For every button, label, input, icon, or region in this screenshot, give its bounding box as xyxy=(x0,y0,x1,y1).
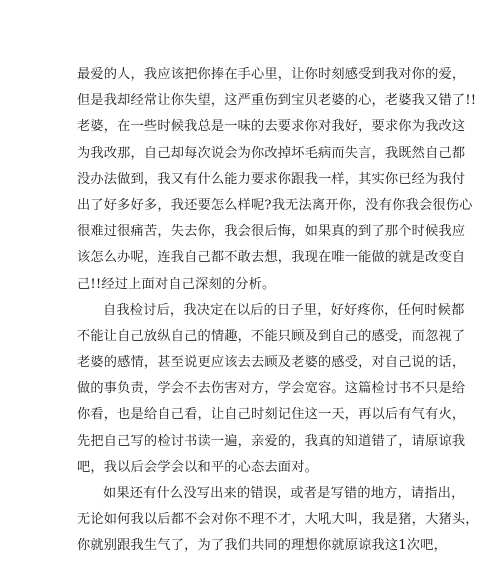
text-line: 老婆的感情，甚至说更应该去去顾及老婆的感受，对自己说的话， xyxy=(77,355,466,371)
text-line: 己!!经过上面对自己深刻的分析。 xyxy=(77,276,276,292)
text-line: 无论如何我以后都不会对你不理不才，大吼大叫，我是猪，大猪头， xyxy=(77,512,479,528)
document-body xyxy=(77,62,479,560)
paragraph-first-line: 自我检讨后，我决定在以后的日子里，好好疼你，任何时候都 xyxy=(103,302,465,318)
text-line: 为我改那，自己却每次说会为你改掉坏毛病而失言，我既然自己都 xyxy=(77,145,466,161)
text-line: 吧，我以后会学会以和平的心态去面对。 xyxy=(77,459,318,475)
text-line: 没办法做到，我又有什么能力要求你跟我一样，其实你已经为我付 xyxy=(77,171,466,187)
text-line: 做的事负责，学会不去伤害对方，学会宽容。这篇检讨书不只是给 xyxy=(77,381,466,397)
text-line: 先把自己写的检讨书读一遍，亲爱的，我真的知道错了，请原谅我 xyxy=(77,433,466,449)
text-line: 但是我却经常让你失望，这严重伤到宝贝老婆的心，老婆我又错了!! xyxy=(77,93,477,109)
text-line: 最爱的人，我应该把你捧在手心里，让你时刻感受到我对你的爱， xyxy=(77,67,466,82)
text-line: 你就别跟我生气了，为了我们共同的理想你就原谅我这1次吧， xyxy=(77,538,448,554)
text-line: 出了好多好多，我还要怎么样呢?我无法离开你，没有你我会很伤心 xyxy=(77,197,473,213)
text-line: 该怎么办呢，连我自己都不敢去想，我现在唯一能做的就是改变自 xyxy=(77,250,466,266)
text-line: 你看，也是给自己看，让自己时刻记住这一天，再以后有气有火， xyxy=(77,407,466,423)
text-line: 不能让自己放纵自己的情趣，不能只顾及到自己的感受，而忽视了 xyxy=(77,328,466,344)
text-line: 很难过很痛苦，失去你，我会很后悔，如果真的到了那个时候我应 xyxy=(77,224,466,240)
text-line: 老婆，在一些时候我总是一味的去要求你对我好，要求你为我改这 xyxy=(77,119,466,135)
paragraph-first-line: 如果还有什么没写出来的错误，或者是写错的地方，请指出， xyxy=(103,486,465,501)
